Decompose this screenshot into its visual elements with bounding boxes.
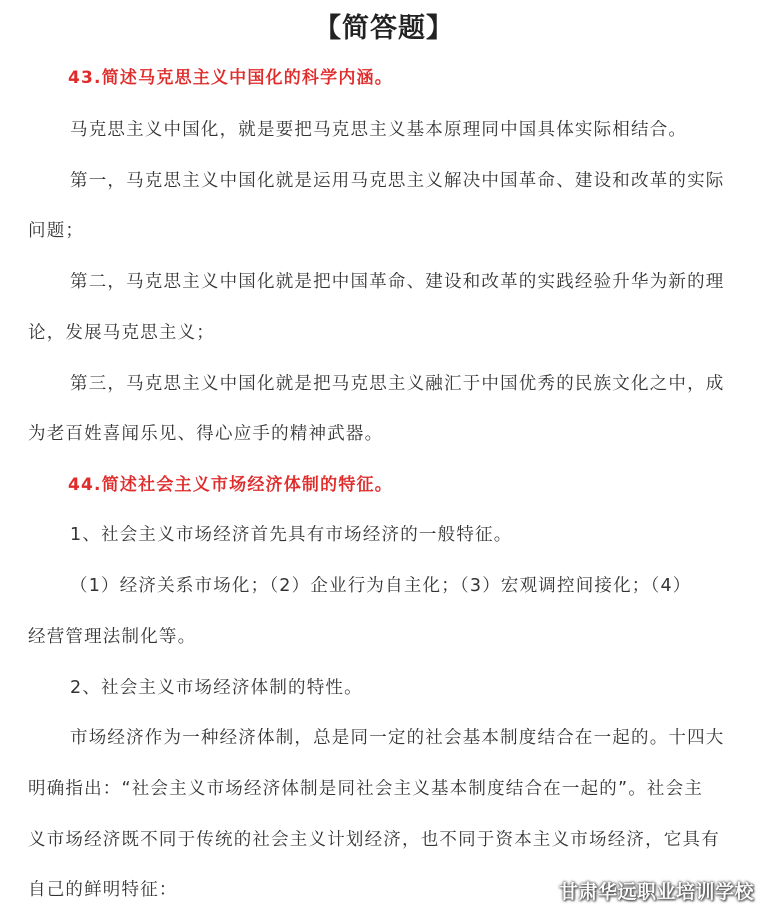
- q44-paragraph-4-line-3: 义市场经济既不同于传统的社会主义计划经济，也不同于资本主义市场经济，它具有: [28, 830, 720, 850]
- q44-paragraph-4-line-2: 明确指出：“社会主义市场经济体制是同社会主义基本制度结合在一起的”。社会主: [28, 779, 704, 799]
- q43-paragraph-4-line-2: 为老百姓喜闻乐见、得心应手的精神武器。: [28, 424, 384, 444]
- q44-paragraph-1: 1、社会主义市场经济首先具有市场经济的一般特征。: [70, 525, 513, 545]
- q44-paragraph-3: 2、社会主义市场经济体制的特性。: [70, 678, 363, 698]
- q44-paragraph-4-line-4: 自己的鲜明特征：: [28, 880, 178, 900]
- q43-paragraph-3-line-2: 论，发展马克思主义；: [28, 323, 215, 343]
- question-43-heading: 43.简述马克思主义中国化的科学内涵。: [68, 68, 393, 88]
- q43-paragraph-2-line-1: 第一，马克思主义中国化就是运用马克思主义解决中国革命、建设和改革的实际: [70, 171, 725, 191]
- q43-paragraph-3-line-1: 第二，马克思主义中国化就是把中国革命、建设和改革的实践经验升华为新的理: [70, 272, 725, 292]
- watermark: [527, 877, 754, 904]
- q44-paragraph-2-line-1: （1）经济关系市场化；（2）企业行为自主化；（3）宏观调控间接化；（4）: [70, 576, 692, 596]
- watermark-text: 甘肃华远职业培训学校: [558, 881, 754, 903]
- q44-paragraph-4-line-1: 市场经济作为一种经济体制，总是同一定的社会基本制度结合在一起的。十四大: [70, 728, 725, 748]
- page-title: 【简答题】: [314, 13, 454, 44]
- wechat-icon: [527, 877, 553, 904]
- q43-paragraph-2-line-2: 问题；: [28, 221, 85, 241]
- question-44-heading: 44.简述社会主义市场经济体制的特征。: [68, 475, 393, 495]
- q44-paragraph-2-line-2: 经营管理法制化等。: [28, 627, 197, 647]
- q43-paragraph-1: 马克思主义中国化，就是要把马克思主义基本原理同中国具体实际相结合。: [70, 120, 688, 140]
- q43-paragraph-4-line-1: 第三，马克思主义中国化就是把马克思主义融汇于中国优秀的民族文化之中，成: [70, 374, 725, 394]
